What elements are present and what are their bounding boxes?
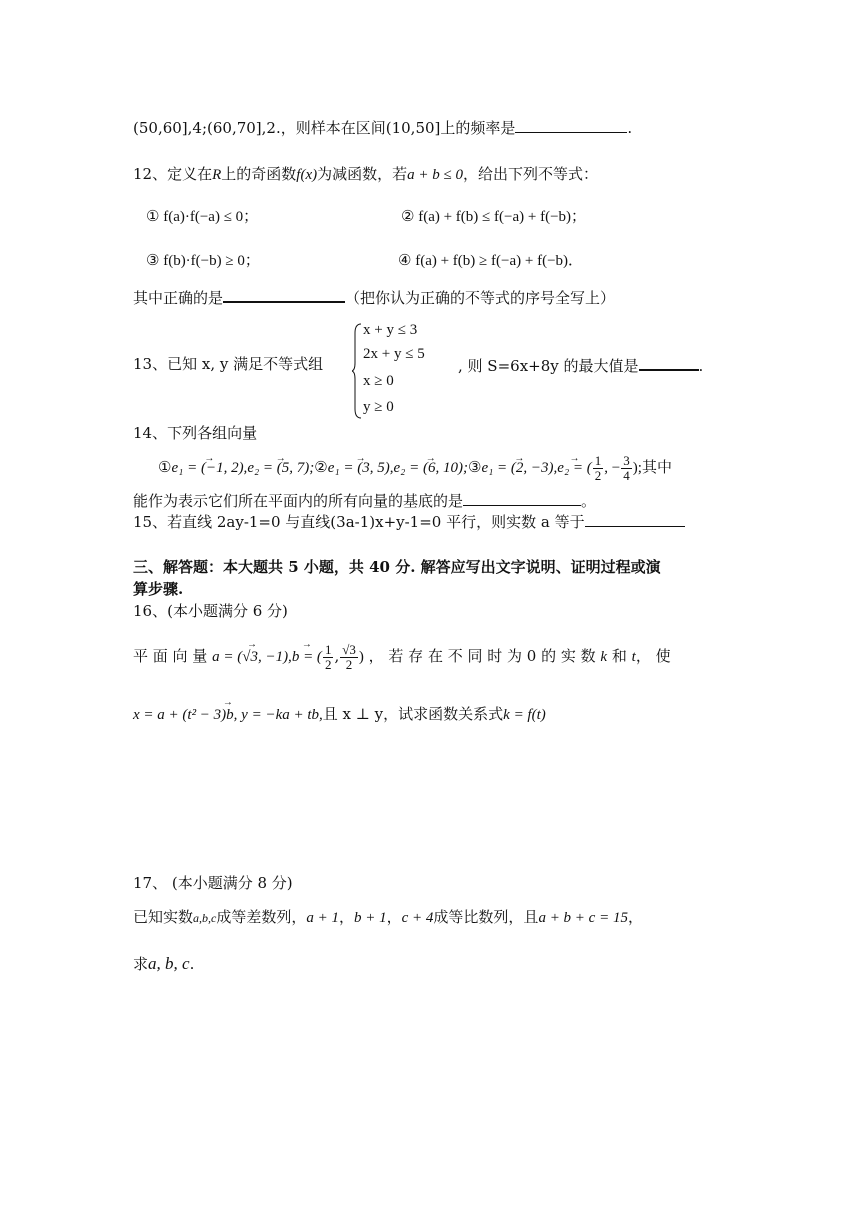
q16-frac-1: [323, 643, 334, 671]
q17-comma-1: ，: [338, 908, 354, 926]
answer-blank-11[interactable]: [515, 118, 627, 133]
q15-line: [133, 512, 685, 531]
top-line-text: (50,60],4;(60,70],2.，则样本在区间(10,50]上的频率是: [133, 119, 516, 137]
q14-frac-1-den: 2: [594, 468, 602, 484]
q14-group1-mark: ①: [158, 460, 172, 476]
q14-group1-e2: → e₂ = (5, 7);: [247, 453, 314, 483]
q16-and: 和: [611, 647, 627, 666]
q17-title: 17、 (本小题满分 8 分): [133, 874, 293, 892]
top-line: [133, 118, 632, 137]
q14-group2-e1: → e₁ = (3, 5),: [328, 453, 394, 483]
answer-blank-13[interactable]: [639, 355, 699, 371]
q16-vector-b-pre: → b = (: [292, 648, 322, 666]
q16-frac-1-num: 1: [324, 642, 332, 657]
q17-l1-end: ，: [627, 908, 643, 926]
answer-blank-12[interactable]: [223, 287, 345, 303]
q16-frac-2-num: √3: [342, 642, 356, 657]
q14-frac-1-num: 1: [594, 453, 602, 469]
q16-vector-b-post: ): [358, 649, 364, 666]
q16-frac-2-den: 2: [345, 656, 353, 672]
answer-blank-14[interactable]: [463, 491, 581, 506]
q13-label: 13、已知 x, y 满足不等式组: [133, 355, 324, 373]
q12-option-2: ② f(a) + f(b) ≤ f(−a) + f(−b)；: [401, 209, 587, 225]
q16-t: t: [631, 649, 636, 666]
q16-line2: [133, 705, 546, 724]
section3-heading-2: 算步骤.: [133, 580, 184, 598]
q17-e3: c + 4: [401, 910, 434, 926]
q14-line2-text: 能作为表示它们所在平面内的所有向量的基底的是: [133, 492, 464, 510]
q14-frac-1: [593, 454, 604, 482]
q14-group3-mark: ③: [467, 460, 482, 476]
q16-frac-2: [340, 643, 358, 671]
q17-comma-2: ，: [386, 908, 402, 926]
system-line-2: 2x + y ≤ 5: [363, 346, 425, 362]
q12-R: R: [212, 167, 222, 183]
q17-e1: a + 1: [306, 910, 339, 926]
q14-group3-post: );: [632, 460, 642, 476]
q14-groups: [158, 452, 672, 483]
q17-e2: b + 1: [354, 910, 387, 926]
q14-end: 。: [581, 492, 597, 510]
system-line-1: x + y ≤ 3: [363, 322, 418, 338]
q14-frac-2-num: 3: [623, 453, 630, 469]
q16-line1: 平 面 向 量 → a = (√3, −1),→ b = ( $\frac{1}{2}$ , $\frac{√3}{2}$ ) ， 若 存 在 不 同 时 为 0 的 实 数 k 和 t， 使: [133, 643, 671, 671]
q14-line2: [133, 491, 596, 510]
q16-shi: ， 使: [635, 647, 671, 666]
q13-tail-text: , 则 S=6x+8y 的最大值是: [458, 357, 639, 375]
q14-frac-2: [621, 454, 632, 482]
q12-option-3: ③ f(b)·f(−b) ≥ 0；: [146, 253, 260, 269]
q12-answer-line: [133, 287, 615, 307]
q16-expr: → x = a + (t² − 3)b, y = −ka + tb,: [133, 706, 323, 724]
section3-heading-1: 三、解答题：本大题共 5 小题，共 40 分. 解答应写出文字说明、证明过程或演: [133, 558, 661, 576]
system-brace: [352, 323, 362, 419]
top-line-end: .: [627, 119, 633, 137]
q16-l1-tail: ， 若 存 在 不 同 时 为 0 的 实 数: [368, 647, 596, 666]
q17-l1-b: 成等差数列，: [216, 908, 307, 926]
q17-abc: a, b, c: [148, 954, 190, 973]
answer-blank-15[interactable]: [585, 512, 685, 527]
q17-abc-small: a,b,c: [193, 911, 217, 925]
q12-tail: ，给出下列不等式：: [462, 165, 598, 183]
q14-group2-e2: → e₂ = (6, 10);: [394, 453, 468, 483]
q16-cond: 且 x ⊥ y: [322, 705, 384, 723]
q13-end: .: [698, 357, 704, 375]
q14-group3-e1: → e₁ = (2, −3),: [481, 453, 557, 483]
q14-group2-mark: ②: [314, 460, 328, 476]
q16-title: 16、(本小题满分 6 分): [133, 602, 288, 620]
q14-group3-e2-pre: → e₂ = (: [557, 453, 592, 483]
q14-frac-2-den: 4: [623, 468, 630, 484]
q16-l2-tail: ，试求函数关系式: [383, 705, 504, 723]
q14-group1-e1: → e₁ = (−1, 2),: [171, 453, 247, 483]
q12-answer-suffix: （把你认为正确的不等式的序号全写上）: [345, 289, 616, 307]
q17-l1-a: 已知实数: [133, 908, 194, 926]
q14-label: 14、下列各组向量: [133, 424, 258, 442]
q16-vector-a: → a = (√3, −1),: [212, 648, 292, 666]
q17-l1-c: 成等比数列，且: [433, 908, 539, 926]
system-line-4: y ≥ 0: [363, 399, 394, 415]
q12-label: 12、定义在: [133, 165, 213, 183]
q17-l2-end: .: [189, 955, 195, 973]
system-line-3: x ≥ 0: [363, 373, 394, 389]
q16-fn: k = f(t): [503, 707, 546, 723]
q16-l1-pre: 平 面 向 量: [133, 647, 208, 666]
q12-fx: f(x): [296, 167, 318, 183]
q17-line1: [133, 908, 643, 927]
q12-stem: [133, 165, 598, 184]
q17-l2-pre: 求: [133, 955, 149, 973]
q16-frac-1-den: 2: [324, 656, 332, 672]
q12-option-4: ④ f(a) + f(b) ≥ f(−a) + f(−b)．: [398, 253, 584, 269]
q12-cond: a + b ≤ 0: [407, 167, 463, 183]
q14-group3-mid: , −: [604, 460, 621, 476]
q12-option-1: ① f(a)·f(−a) ≤ 0；: [146, 209, 259, 225]
q17-line2: [133, 954, 194, 974]
q14-tail: 其中: [641, 458, 672, 476]
q13-tail: [458, 355, 703, 375]
q12-on: 上的奇函数: [221, 165, 297, 183]
q17-e4: a + b + c = 15: [538, 910, 628, 926]
q16-k: k: [600, 649, 608, 666]
q12-answer-prefix: 其中正确的是: [133, 289, 224, 307]
q12-dec: 为减函数，若: [317, 165, 408, 183]
q15-text: 15、若直线 2ay-1=0 与直线(3a-1)x+y-1=0 平行，则实数 a 等于: [133, 513, 585, 531]
